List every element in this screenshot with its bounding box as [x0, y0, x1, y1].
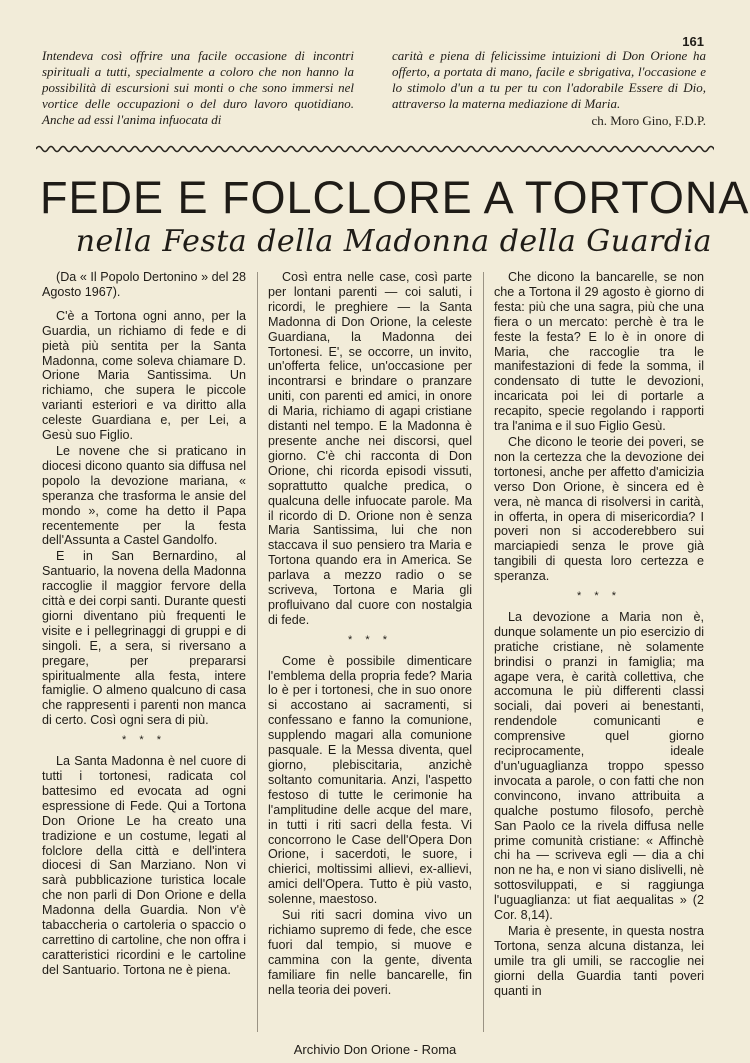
column-rule [257, 272, 258, 1032]
column-rule [483, 272, 484, 1032]
paragraph: Che dicono le teorie dei poveri, se non la certezza che la devozione dei tortonesi, anche per affetto d'amicizia verso Don Orione, è sincera ed è vera, nè manca di risolversi in carità, in offerta, in opera di misericordia? I poveri non si accoderebbero sui marciapiedi senza le prove già tangibili di questa loro certezza e speranza. [494, 434, 704, 584]
paragraph: Le novene che si praticano in diocesi dicono quanto sia diffusa nel popolo la devozione mariana, « speranza che trasforma le ansie del mondo », come ha detto il Papa recentemente per la festa dell'Assunta a Castel Gandolfo. [42, 443, 246, 548]
paragraph: Che dicono la bancarelle, se non che a Tortona il 29 agosto è giorno di festa: più che una sagra, più che una fiera o un mercato: perchè è tra le feste la festa? E lo è in onore di Maria, che raccoglie tra le manifestazioni di fede la somma, il condensato di tutte le devozioni, incaricata poi lei di portarle a recapito, specie regolando i rapporti tra l'anima e il suo Figlio Gesù. [494, 270, 704, 434]
section-separator: * * * [122, 734, 166, 747]
section-separator: * * * [348, 633, 392, 646]
paragraph: Sui riti sacri domina vivo un richiamo supremo di fede, che esce fuori dal tempio, si muove e cammina con la gente, diventa familiare fin nelle bancarelle, fin nella teoria dei poveri. [268, 908, 472, 997]
intro-text-right-body: carità e piena di felicissime intuizioni di Don Orione ha offerto, a portata di mano, facile e sbrigativa, l'occasione e lo stimolo d'un a tu per tu con l'adorabile Essere di Dio, attraverso la materna mediazione di Maria. [392, 48, 706, 111]
article-headline: FEDE E FOLCLORE A TORTONA [40, 172, 750, 223]
section-separator: * * * [577, 590, 621, 603]
source-citation: (Da « Il Popolo Dertonino » del 28 Agosto 1967). [42, 270, 246, 299]
intro-text-right [392, 48, 706, 129]
paragraph: Come è possibile dimenticare l'emblema della propria fede? Maria lo è per i tortonesi, che in suo onore si accostano ai sacramenti, si confessano e fanno la comunione, supplendo magari alla comunione pasquale. E la Messa diventa, quel giorno, plebiscitaria, anzichè soltanto comunitaria. Anzi, l'aspetto festoso di tutte le cerimonie ha l'amplitudine delle acque del mare, in tutti i riti sacri della festa. Vi concorrono le Case dell'Opera Don Orione, i sacerdoti, le suore, i chierici, moltissimi allievi, ex-allievi, amici dell'Opera. Tutto è più vasto, solenne, maestoso. [268, 653, 472, 907]
paragraph: La Santa Madonna è nel cuore di tutti i tortonesi, radicata col battesimo ed evocata ad ogni espressione di Fede. Qui a Tortona Don Orione Le ha creato una tradizione e un costume, legati al folclore della città e dell'intera diocesi di San Marziano. Non vi sarà pubblicazione turistica locale che non parli di Don Orione e della Madonna della Guardia. Non v'è tabaccheria o cartoleria o spaccio o carrettino di cartoline, che non offra i caratteristici ricordini e le cartoline del Santuario. Tortona ne è piena. [42, 754, 246, 977]
paragraph: La devozione a Maria non è, dunque solamente un pio esercizio di pratiche cristiane, nè solamente brindisi o pranzi in famiglia; ma agape vera, è carità collettiva, che accomuna le più differenti classi sociali, dai poveri ai benestanti, rendendole comunicanti e comprensive quel giorno reciprocamente, ideale d'un'uguaglianza troppo spesso invocata a parole, o con fatti che non convincono, invano attribuita a qualche postumo filosofo, perchè San Paolo ce la rivela diffusa nelle prime comunità cristiane: « Affinchè chi ha — scriveva egli — dia a chi non ne ha, e non vi siano dislivelli, nè sottosviluppati, e si raggiunga l'uguaglianza: ut fiat aequalitas » (2 Cor. 8,14). [494, 609, 704, 923]
paragraph: Così entra nelle case, così parte per lontani parenti — coi saluti, i ricordi, le preghiere — la Santa Madonna di Don Orione, la celeste Guardiana, la Madonna dei Tortonesi. E', se occorre, un invito, un'offerta felice, un'occasione per incontrarsi e brindare o pranzare uniti, con parenti ed amici, in onore di Maria, richiamo di agapi cristiane distanti nel tempo. E la Madonna è presente anche nei discorsi, quel giorno. C'è chi racconta di Don Orione, chi ricorda episodi vissuti, soprattutto qualche predica, o qualcuna delle infuocate parole. Ma il ricordo di D. Orione non è senza Maria Santissima, lui che non staccava il suo pensiero tra Maria e Tortona quando era in America. Se parlava a mezzo radio o se scriveva, Tortona e Maria gli profluivano dal cuore con nostalgia di fede. [268, 270, 472, 627]
article-column-2 [268, 270, 472, 998]
article-subtitle: nella Festa della Madonna della Guardia [75, 224, 712, 259]
archive-footer: Archivio Don Orione - Roma [293, 1042, 457, 1057]
paragraph: E in San Bernardino, al Santuario, la novena della Madonna raccoglie il maggior fervore della città e dei corpi santi. Durante questi giorni diventano più frequenti le visite e i pellegrinaggi di gruppi e di singoli. E, a sera, si riversano a pregare, per prepararsi spiritualmente alla festa, intere famiglie. O almeno qualcuno di casa che rappresenti i parenti non manca di certo. Così ogni sera di più. [42, 549, 246, 728]
page-number: 161 [682, 34, 704, 49]
paragraph: C'è a Tortona ogni anno, per la Guardia, un richiamo di fede e di pietà più sentita per la Santa Madonna, come soleva chiamare D. Orione Maria Santissima. Un richiamo, che supera le piccole varianti esteriori e va diritto alla celeste Guardiana e, per Lei, a Gesù suo Figlio. [42, 308, 246, 443]
paragraph: Maria è presente, in questa nostra Tortona, senza alcuna distanza, lei umile tra gli umili, se raccoglie nei giorni della Guardia tanti poveri quanti in [494, 923, 704, 998]
intro-text-left: Intendeva così offrire una facile occasione di incontri spirituali a tutti, specialmente a coloro che non hanno la possibilità di escursioni sui monti o che sono immersi nel vortice delle occupazioni o del duro lavoro quotidiano. Anche ad essi l'anima infuocata di [42, 48, 354, 127]
article-column-1 [42, 270, 246, 978]
article-column-3 [494, 270, 704, 999]
author-signature: ch. Moro Gino, F.D.P. [591, 113, 706, 128]
wavy-divider [36, 142, 714, 156]
